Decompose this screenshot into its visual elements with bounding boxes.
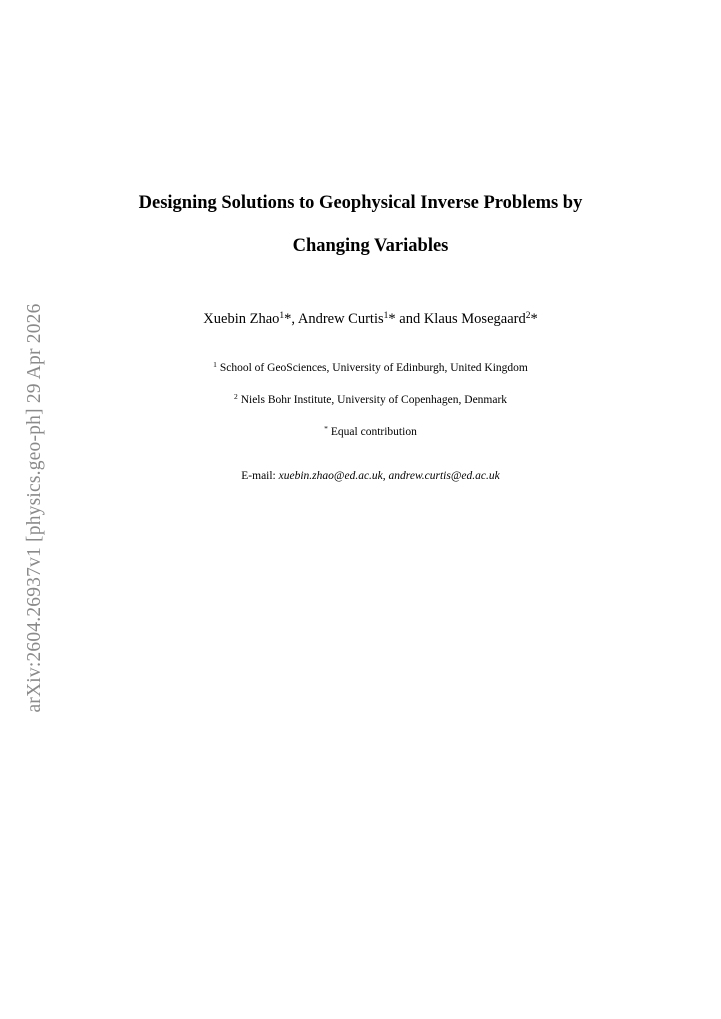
affiliation-text: Equal contribution bbox=[330, 426, 417, 438]
author-name: Xuebin Zhao bbox=[203, 311, 280, 327]
author-equal-contribution-mark: * bbox=[388, 311, 396, 327]
author-equal-contribution-mark: * bbox=[530, 311, 538, 327]
affiliation-copenhagen bbox=[10, 393, 721, 407]
author-affiliation-marker: 2 bbox=[525, 311, 531, 321]
author-equal-contribution-mark: * bbox=[284, 311, 292, 327]
author-list bbox=[10, 310, 721, 328]
affiliation-marker: 2 bbox=[233, 392, 238, 401]
author-affiliation-marker: 1 bbox=[383, 311, 389, 321]
affiliation-edinburgh bbox=[10, 361, 721, 375]
contact-email bbox=[10, 469, 721, 483]
affiliation-marker: * bbox=[324, 424, 328, 433]
author-conjunction: and bbox=[395, 311, 424, 327]
affiliation-text: Niels Bohr Institute, University of Copenhagen, Denmark bbox=[240, 394, 508, 406]
author-affiliation-marker: 1 bbox=[279, 311, 285, 321]
paper-title-line-2: Changing Variables bbox=[292, 236, 449, 256]
email-addresses[interactable]: xuebin.zhao@ed.ac.uk, andrew.curtis@ed.ac.uk bbox=[278, 470, 500, 482]
arxiv-identifier-stamp: arXiv:2604.26937v1 [physics.geo-ph] 29 Apr 2026 bbox=[24, 303, 45, 713]
email-label: E-mail: bbox=[241, 470, 279, 482]
equal-contribution-note bbox=[10, 425, 721, 439]
author-name: Klaus Mosegaard bbox=[423, 311, 526, 327]
affiliation-marker: 1 bbox=[213, 360, 217, 369]
affiliation-text: School of GeoSciences, University of Edinburgh, United Kingdom bbox=[219, 362, 528, 374]
author-separator: , bbox=[291, 311, 298, 327]
author-name: Andrew Curtis bbox=[297, 311, 384, 327]
paper-title-line-1: Designing Solutions to Geophysical Inverse Problems by bbox=[138, 193, 583, 213]
